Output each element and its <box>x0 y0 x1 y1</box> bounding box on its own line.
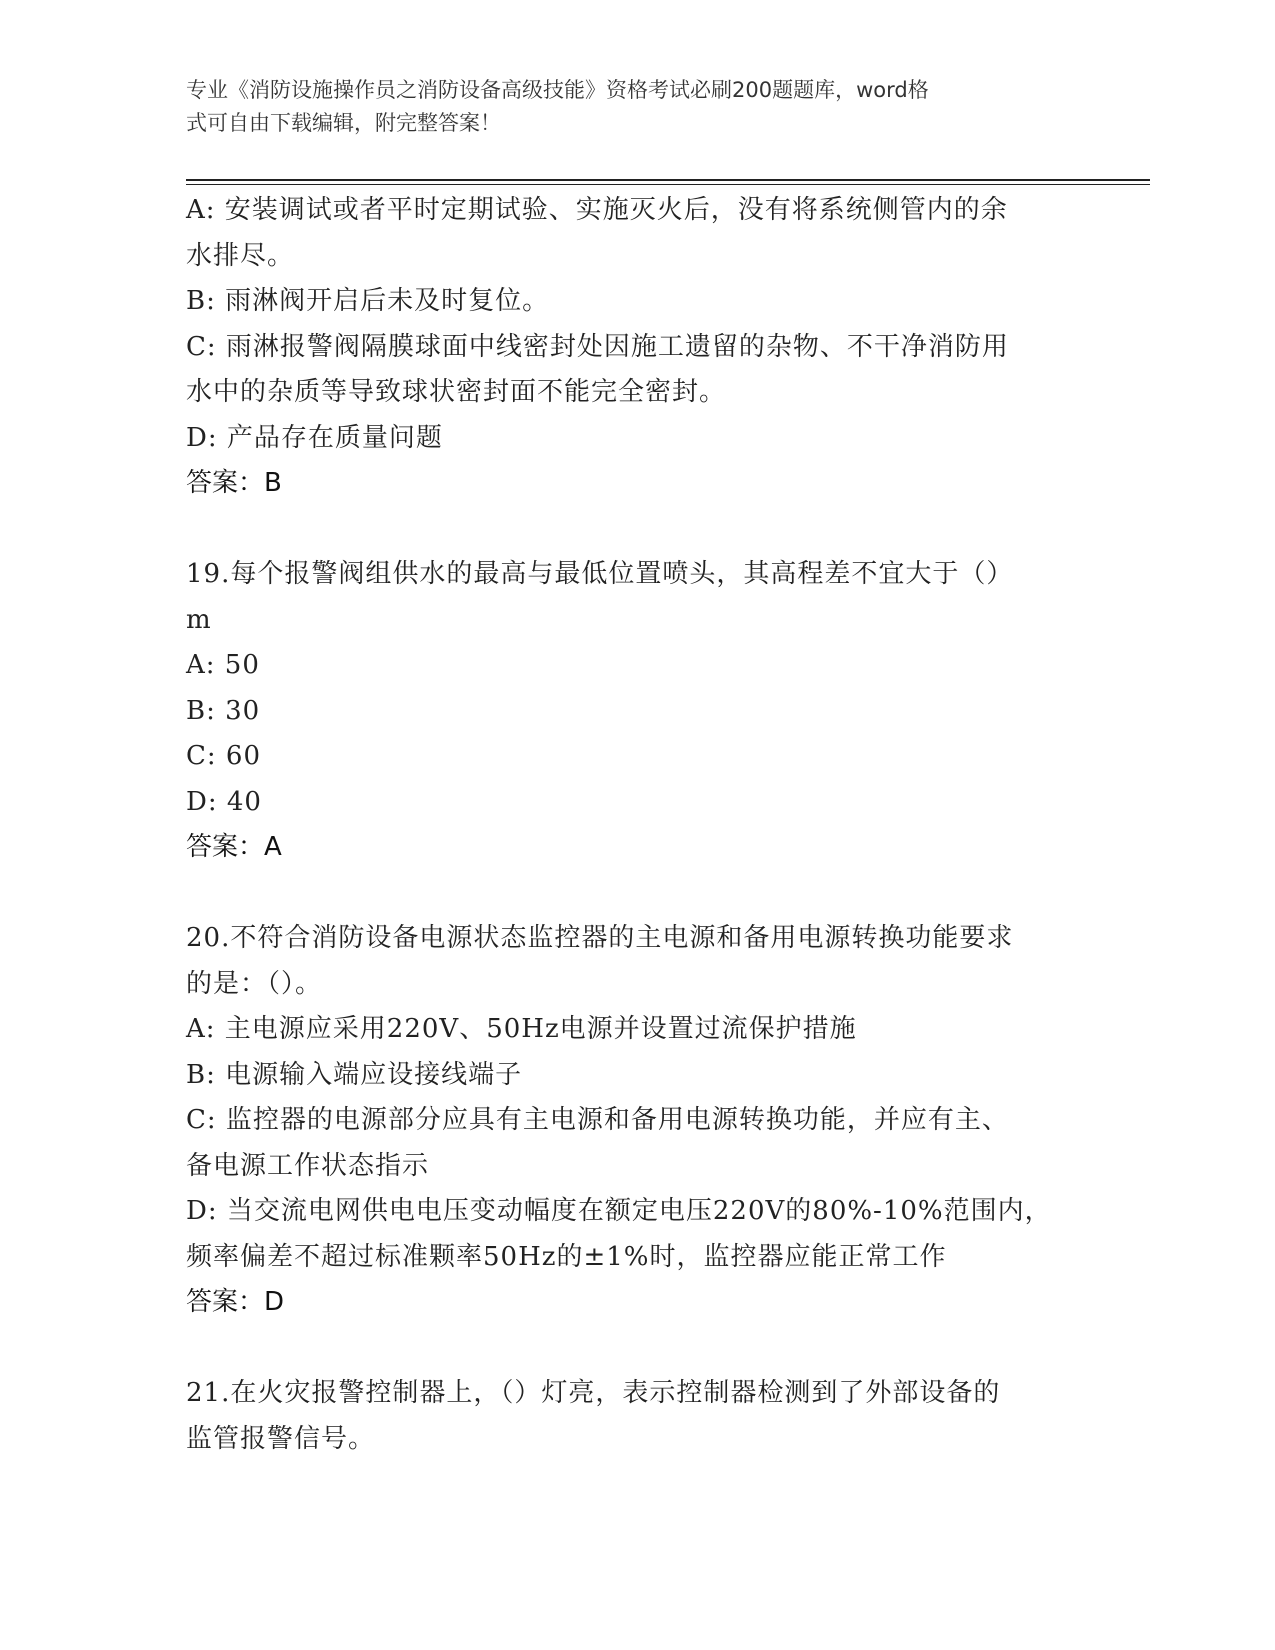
question-21 <box>186 1371 1086 1462</box>
option-b: B: 雨淋阀开启后未及时复位。 <box>186 286 550 316</box>
answer: 答案：D <box>186 1287 285 1317</box>
option-d: D: 产品存在质量问题 <box>186 422 443 453</box>
option-c-line-2: 水中的杂质等导致球状密封面不能完全密封。 <box>186 377 727 407</box>
option-c-line-2: 备电源工作状态指示 <box>186 1150 430 1181</box>
question-stem-line-1: 19.每个报警阀组供水的最高与最低位置喷头，其高程差不宜大于（） <box>186 559 1014 589</box>
answer: 答案：A <box>186 832 282 862</box>
question-content <box>186 188 1086 1462</box>
option-b: B: 30 <box>186 695 261 726</box>
document-header <box>186 74 1056 140</box>
header-line-2: 式可自由下载编辑，附完整答案！ <box>186 111 501 135</box>
header-line-1: 专业《消防设施操作员之消防设备高级技能》资格考试必刷200题题库，word格 <box>186 78 929 102</box>
option-a-line-2: 水排尽。 <box>186 240 295 271</box>
option-d-line-1: D: 当交流电网供电电压变动幅度在额定电压220V的80%-10%范围内， <box>186 1196 1052 1226</box>
answer: 答案：B <box>186 468 282 498</box>
option-c-line-1: C: 监控器的电源部分应具有主电源和备用电源转换功能，并应有主、 <box>186 1105 1009 1135</box>
option-c: C: 60 <box>186 741 262 771</box>
question-18 <box>186 188 1086 507</box>
option-a-line-1: A: 安装调试或者平时定期试验、实施灭火后，没有将系统侧管内的余 <box>186 195 1008 225</box>
question-20 <box>186 916 1086 1326</box>
spacer <box>186 507 1086 553</box>
option-a: A: 主电源应采用220V、50Hz电源并设置过流保护措施 <box>186 1014 857 1044</box>
question-stem-line-1: 20.不符合消防设备电源状态监控器的主电源和备用电源转换功能要求 <box>186 923 1014 953</box>
spacer <box>186 1326 1086 1372</box>
question-stem-line-1: 21.在火灾报警控制器上，（）灯亮，表示控制器检测到了外部设备的 <box>186 1378 1001 1408</box>
spacer <box>186 871 1086 917</box>
question-stem-line-2: 监管报警信号。 <box>186 1423 376 1454</box>
option-b: B: 电源输入端应设接线端子 <box>186 1059 523 1090</box>
header-rule-thin <box>186 184 1150 185</box>
option-a: A: 50 <box>186 650 260 680</box>
option-c-line-1: C: 雨淋报警阀隔膜球面中线密封处因施工遗留的杂物、不干净消防用 <box>186 331 1009 362</box>
option-d-line-2: 频率偏差不超过标准颗率50Hz的±1%时，监控器应能正常工作 <box>186 1241 947 1272</box>
header-rule <box>186 179 1150 181</box>
option-d: D: 40 <box>186 786 262 817</box>
question-stem-line-2: 的是：（）。 <box>186 968 323 999</box>
question-stem-line-2: m <box>186 604 212 635</box>
question-19 <box>186 552 1086 871</box>
